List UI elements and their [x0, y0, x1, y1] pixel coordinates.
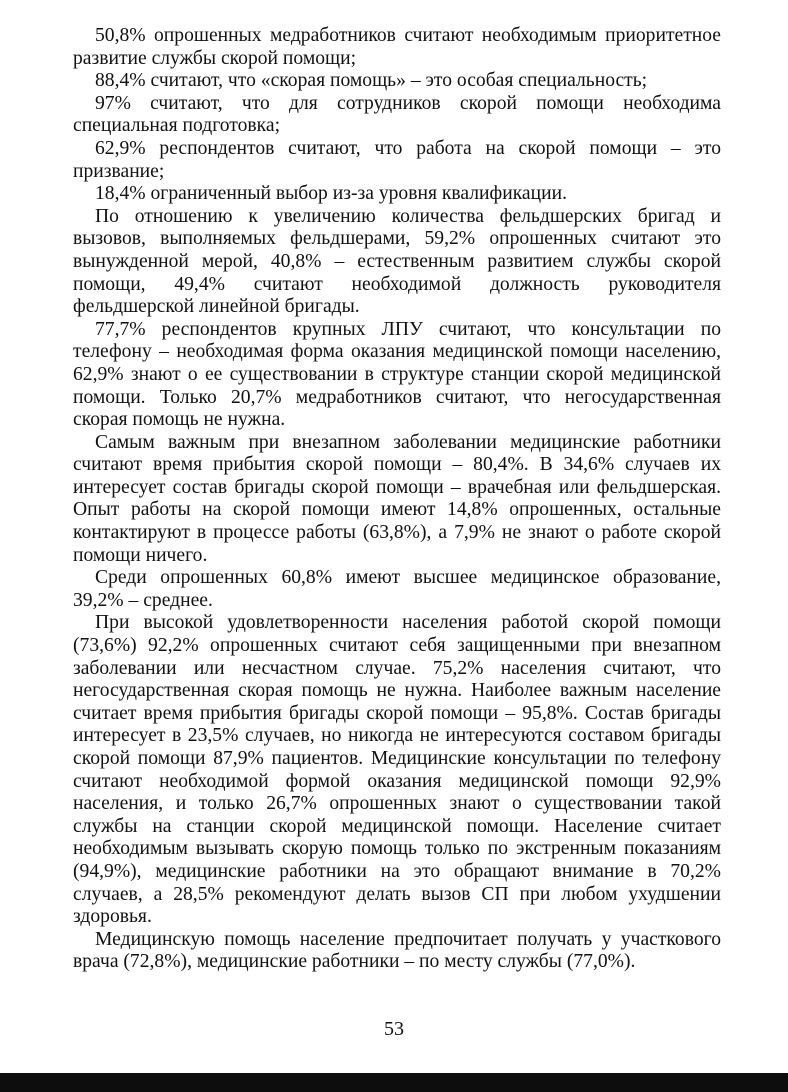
paragraph: 77,7% респондентов крупных ЛПУ считают, что консультации по телефону – необходимая форма оказания медицинской помощи населению, 62,9% знают о ее существовании в структуре станции скорой медицинской помощи. Только 20,7% медработников считают, что негосударственная скорая помощь не нужна. — [73, 318, 721, 431]
paragraph: Самым важным при внезапном заболевании медицинские работники считают время прибытия скорой помощи – 80,4%. В 34,6% случаев их интересует состав бригады скорой помощи – врачебная или фельдшерская. Опыт работы на скорой помощи имеют 14,8% опрошенных, остальные контактируют в процессе работы (63,8%), а 7,9% не знают о работе скорой помощи ничего. — [73, 431, 721, 566]
paragraph: Среди опрошенных 60,8% имеют высшее медицинское образование, 39,2% – среднее. — [73, 567, 721, 611]
paragraph: 97% считают, что для сотрудников скорой помощи необходима специальная подготовка; — [73, 92, 721, 137]
paragraph: 18,4% ограниченный выбор из-за уровня квалификации. — [95, 183, 567, 205]
paragraph: 50,8% опрошенных медработников считают необходимым приоритетное развитие службы скорой помощи; — [73, 25, 721, 69]
paragraph: 62,9% респондентов считают, что работа на скорой помощи – это призвание; — [73, 137, 721, 182]
paragraph: При высокой удовлетворенности населения работой скорой помощи (73,6%) 92,2% опрошенных считают себя защищенными при внезапном заболевании или несчастном случае. 75,2% населения считают, что негосударственная скорая помощь не нужна. Наиболее важным население считает время прибытия бригады скорой помощи – 95,8%. Состав бригады интересует в 23,5% случаев, но никогда не интересуются составом бригады скорой помощи 87,9% пациентов. Медицинские консультации по телефону считают необходимой формой оказания медицинской помощи 92,9% населения, и только 26,7% опрошенных знают о существовании такой службы на станции скорой медицинской помощи. Население считает необходимым вызывать скорую помощь только по экстренным показаниям (94,9%), медицинские работники на это обращают внимание в 70,2% случаев, а 28,5% рекомендуют делать вызов СП при любом ухудшении здоровья. — [73, 612, 721, 928]
paragraph: По отношению к увеличению количества фельдшерских бригад и вызовов, выполняемых фельдшерами, 59,2% опрошенных считают это вынужденной мерой, 40,8% – естественным развитием службы скорой помощи, 49,4% считают необходимой должность руководителя фельдшерской линейной бригады. — [73, 205, 721, 318]
page-number: 53 — [384, 1018, 404, 1040]
scan-border — [0, 1073, 788, 1092]
paragraph: Медицинскую помощь население предпочитает получать у участкового врача (72,8%), медицинские работники – по месту службы (77,0%). — [73, 928, 721, 973]
body-text — [73, 25, 721, 974]
paragraph: 88,4% считают, что «скорая помощь» – это особая специальность; — [95, 70, 648, 92]
